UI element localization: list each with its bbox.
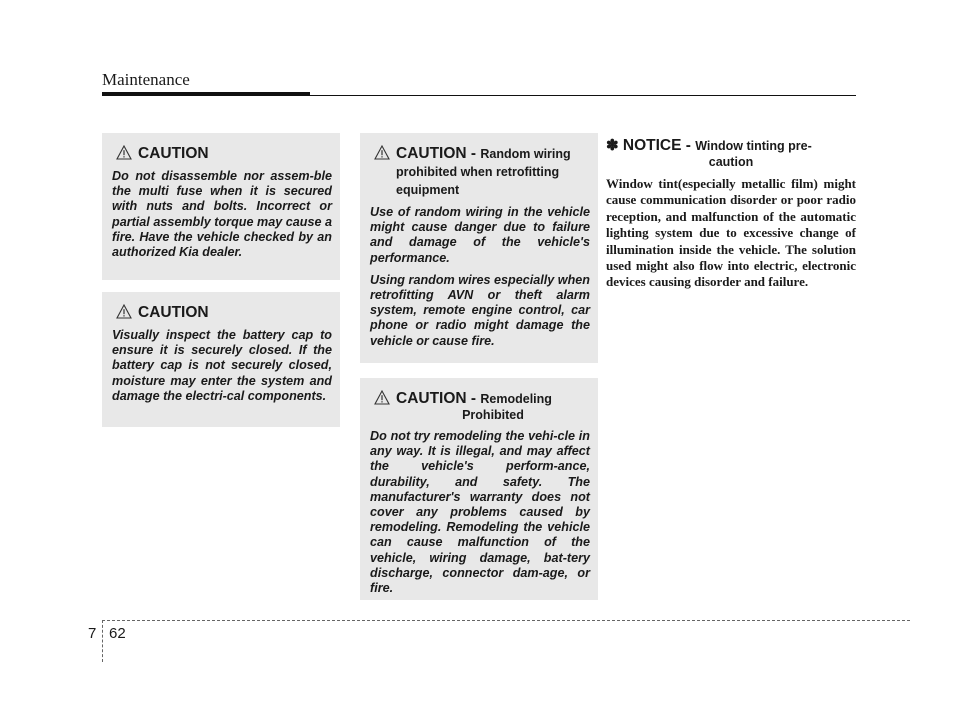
caution-text: Do not disassemble nor assem-ble the multi fuse when it is secured with nuts and bolts. Incorrect or partial assembly torque may cause a fire. Have the vehicle checked by an authorized Kia dealer. <box>112 169 332 260</box>
notice-heading <box>606 137 856 170</box>
caution-subtitle: Remodeling <box>480 392 552 406</box>
warning-triangle-icon <box>116 145 132 160</box>
footer-rule <box>102 620 910 621</box>
header-rule <box>102 95 856 96</box>
caution-box-battery-cap <box>102 292 340 427</box>
caution-title: CAUTION - <box>396 390 481 407</box>
caution-box-multi-fuse <box>102 133 340 280</box>
warning-triangle-icon <box>374 390 390 405</box>
notice-subtitle: Window tinting pre- <box>695 139 812 153</box>
notice-subtitle-cont: caution <box>708 155 754 169</box>
caution-text: Visually inspect the battery cap to ensure it is securely closed. If the battery cap is not securely closed, moisture may enter the system and damage the electri-cal components. <box>112 328 332 403</box>
notice-star-icon: ✽ <box>606 137 619 154</box>
caution-subtitle: Random wiring prohibited when retrofitting equipment <box>396 147 571 197</box>
notice-text: Window tint(especially metallic film) might cause communication disorder or poor radio reception, and malfunction of the automatic lighting system due to excessive change of illumination inside the vehicle. The solution used might also flow into electric, electronic devices causing disorder and failure. <box>606 176 856 290</box>
caution-title: CAUTION <box>138 145 209 162</box>
caution-text: Using random wires especially when retrofitting AVN or theft alarm system, remote engine control, car phone or radio might damage the vehicle or cause fire. <box>370 272 590 348</box>
caution-heading <box>112 304 332 322</box>
footer-divider <box>102 620 103 662</box>
caution-heading <box>370 145 590 199</box>
section-title: Maintenance <box>102 70 190 89</box>
notice-window-tinting <box>606 137 856 291</box>
notice-title: NOTICE - <box>622 137 696 154</box>
caution-box-remodeling <box>360 378 598 600</box>
caution-text: Do not try remodeling the vehi-cle in any way. It is illegal, and may affect the vehicle's perform-ance, durability, and safety. The manufacturer's warranty does not cover any problems caused by remodeling. Remodeling the vehicle can cause malfunction of the vehicle, wiring damage, bat-tery discharge, connector dam-age, or fire. <box>370 429 590 596</box>
caution-heading <box>370 390 590 423</box>
warning-triangle-icon <box>116 304 132 319</box>
caution-box-random-wiring <box>360 133 598 363</box>
warning-triangle-icon <box>374 145 390 160</box>
caution-title: CAUTION <box>138 304 209 321</box>
page-number: 62 <box>109 625 126 642</box>
caution-title: CAUTION - <box>396 145 481 162</box>
caution-heading <box>112 145 332 163</box>
caution-subtitle-cont: Prohibited <box>462 408 524 422</box>
caution-text: Use of random wiring in the vehicle might cause danger due to failure and damage of the vehicle's performance. <box>370 205 590 265</box>
chapter-number: 7 <box>88 625 97 642</box>
